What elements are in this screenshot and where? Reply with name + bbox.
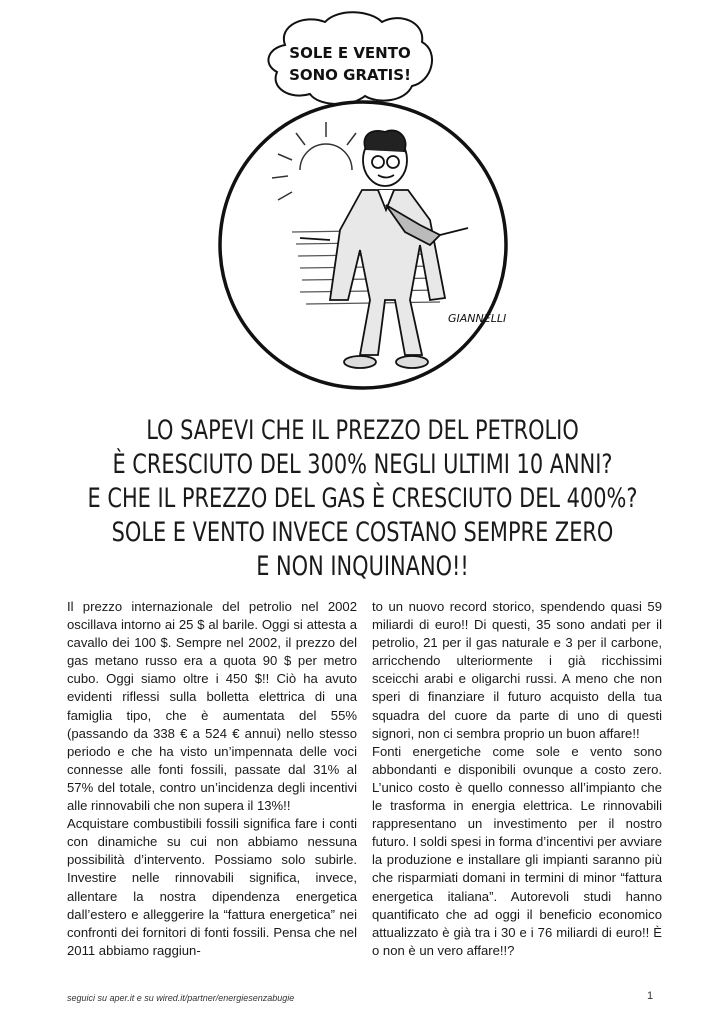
paragraph-left-1: Il prezzo internazionale del petrolio nel 2002 oscillava intorno ai 25 $ al barile. Oggi si attesta a cavallo dei 100 $. Sempre nel 2002, il prezzo del gas metano russo era a quota 90 $ per metro cubo. Oggi siamo oltre i 450 $!! Ciò ha avuto evidenti riflessi sulla bolletta elettrica di una famiglia tipo, che è aumentata del 55% (passando da 338 € a 524 € annui) nello stesso periodo e che ha visto un’impennata delle voci connesse alle fonti fossili, passate dal 31% al 57% del totale, contro un’incidenza degli incentivi alle rinnovabili che non supera il 13%!! <box>67 599 357 814</box>
article-column-right <box>372 598 662 960</box>
cartoon-signature: GIANNELLI <box>448 312 507 325</box>
headline-line-5: E NON INQUINANO!! <box>256 551 469 582</box>
headline-line-1: LO SAPEVI CHE IL PREZZO DEL PETROLIO <box>146 415 579 446</box>
headline-line-3: E CHE IL PREZZO DEL GAS È CRESCIUTO DEL 400%? <box>87 483 638 514</box>
headline <box>85 414 640 584</box>
paragraph-right-1: to un nuovo record storico, spendendo quasi 59 miliardi di euro!! Di questi, 35 sono andati per il petrolio, 21 per il gas naturale e 3 per il carbone, arricchendo ulteriormente i già ricchissimi sceicchi arabi e oligarchi russi. A meno che non speri di finanziare il futuro acquisto della tua squadra del cuore da parte di uno di questi signori, non ci sembra proprio un buon affare!! <box>372 599 662 741</box>
bubble-line-2: SONO GRATIS! <box>289 66 411 84</box>
cartoon-illustration <box>0 0 725 400</box>
page-number: 1 <box>647 990 654 1002</box>
article-column-left <box>67 598 357 960</box>
footer-note: seguici su aper.it e su wired.it/partner/energiesenzabugie <box>67 993 295 1003</box>
headline-line-2: È CRESCIUTO DEL 300% NEGLI ULTIMI 10 ANNI? <box>112 449 613 480</box>
bubble-line-1: SOLE E VENTO <box>289 44 411 62</box>
paragraph-left-2: Acquistare combustibili fossili significa fare i conti con dinamiche su cui non abbiamo nessuna possibilità d’intervento. Possiamo solo subirle. Investire nelle rinnovabili significa, invece, allentare la nostra dipendenza energetica dall’estero e alleggerire la “fattura energetica” nei confronti dei fornitori di fonti fossili. Pensa che nel 2011 abbiamo raggiun- <box>67 816 357 958</box>
headline-line-4: SOLE E VENTO INVECE COSTANO SEMPRE ZERO <box>111 517 614 548</box>
paragraph-right-2: Fonti energetiche come sole e vento sono abbondanti e disponibili ovunque a costo zero. L’unico costo è quello connesso all’impianto che le trasforma in energia elettrica. Le rinnovabili rappresentano un investimento per il nostro futuro. I soldi spesi in forma d’incentivi per avviare la produzione e installare gli impianti saranno più che risparmiati domani in termini di minor “fattura energetica italiana”. Autorevoli studi hanno quantificato che ad oggi il beneficio economico attualizzato è già tra i 30 e i 76 miliardi di euro!! È o non è un vero affare!!? <box>372 743 662 958</box>
